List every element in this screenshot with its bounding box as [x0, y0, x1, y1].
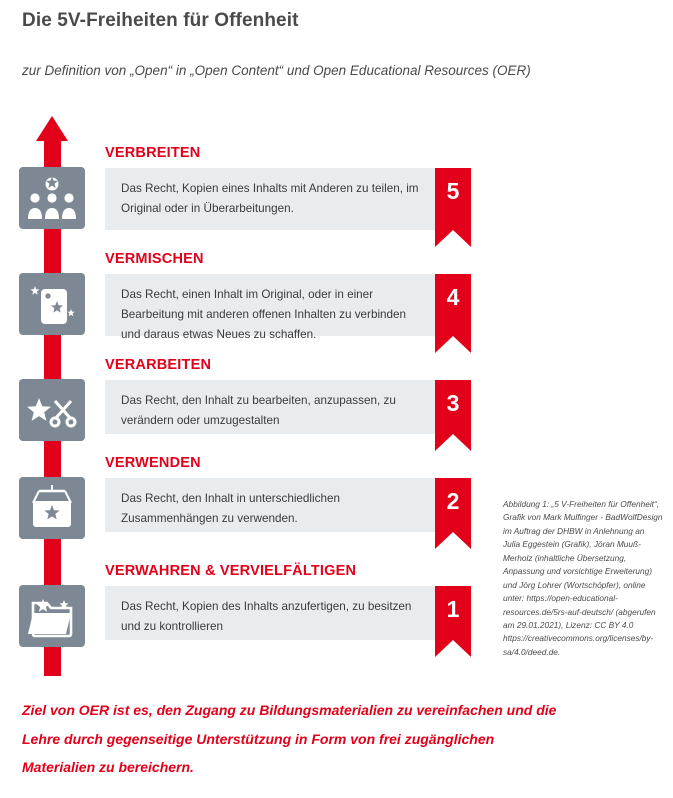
freedom-heading: VERBREITEN	[105, 145, 201, 161]
freedom-number: 2	[446, 488, 460, 514]
freedom-heading: VERWAHREN & VERVIELFÄLTIGEN	[105, 563, 357, 579]
page-title: Die 5V-Freiheiten für Offenheit	[22, 10, 299, 31]
freedom-heading: VERARBEITEN	[105, 357, 212, 373]
freedom-description: Das Recht, den Inhalt in unterschiedlichen Zusammenhängen zu verwenden.	[105, 478, 435, 532]
freedom-number-badge	[435, 586, 471, 640]
folder-star-icon	[19, 585, 85, 647]
freedom-number-badge	[435, 380, 471, 434]
picture-frame-star-icon	[19, 477, 85, 539]
people-sharing-icon	[19, 167, 85, 229]
figure-caption: Abbildung 1: „5 V-Freiheiten für Offenheit“, Grafik von Mark Mulfinger - BadWolfDesign im Auftrag der DHBW in Anlehnung an Julia Eggestein (Grafik), Jöran Muuß-Merholz (inhaltliche Übersetzung, Anpassung und vorsichtige Erweiterung) und Jörg Lohrer (Wortschöpfer), online unter: https://open-educational-resources.de/5rs-auf-deutsch/ (abgerufen am 29.01.2021), Lizenz: CC BY 4.0 https://creativecommons.org/licenses/by-sa/4.0/deed.de.	[503, 499, 663, 657]
freedom-description: Das Recht, einen Inhalt im Original, oder in einer Bearbeitung mit anderen offenen Inhalten zu verbinden und daraus etwas Neues zu schaffen.	[105, 274, 435, 336]
freedom-number: 3	[446, 390, 460, 416]
freedom-number: 1	[446, 596, 460, 622]
page-subtitle: zur Definition von „Open“ in „Open Content“ und Open Educational Resources (OER)	[22, 63, 531, 78]
freedom-number-badge	[435, 168, 471, 230]
freedom-heading: VERWENDEN	[105, 455, 201, 471]
scissors-star-icon	[19, 379, 85, 441]
freedom-number: 5	[446, 178, 460, 204]
tag-sparkle-icon	[19, 273, 85, 335]
freedom-number-badge	[435, 274, 471, 336]
freedom-description: Das Recht, Kopien des Inhalts anzufertigen, zu besitzen und zu kontrollieren	[105, 586, 435, 640]
freedom-description: Das Recht, den Inhalt zu bearbeiten, anzupassen, zu verändern oder umzugestalten	[105, 380, 435, 434]
freedom-number: 4	[446, 284, 460, 310]
footer-statement: Ziel von OER ist es, den Zugang zu Bildungsmaterialien zu vereinfachen und die Lehre durch gegenseitige Unterstützung in Form von frei zugänglichen Materialien zu bereichern.	[22, 702, 557, 776]
freedom-description: Das Recht, Kopien eines Inhalts mit Anderen zu teilen, im Original oder in Überarbeitungen.	[105, 168, 435, 230]
freedom-heading: VERMISCHEN	[105, 251, 204, 267]
freedom-number-badge	[435, 478, 471, 532]
